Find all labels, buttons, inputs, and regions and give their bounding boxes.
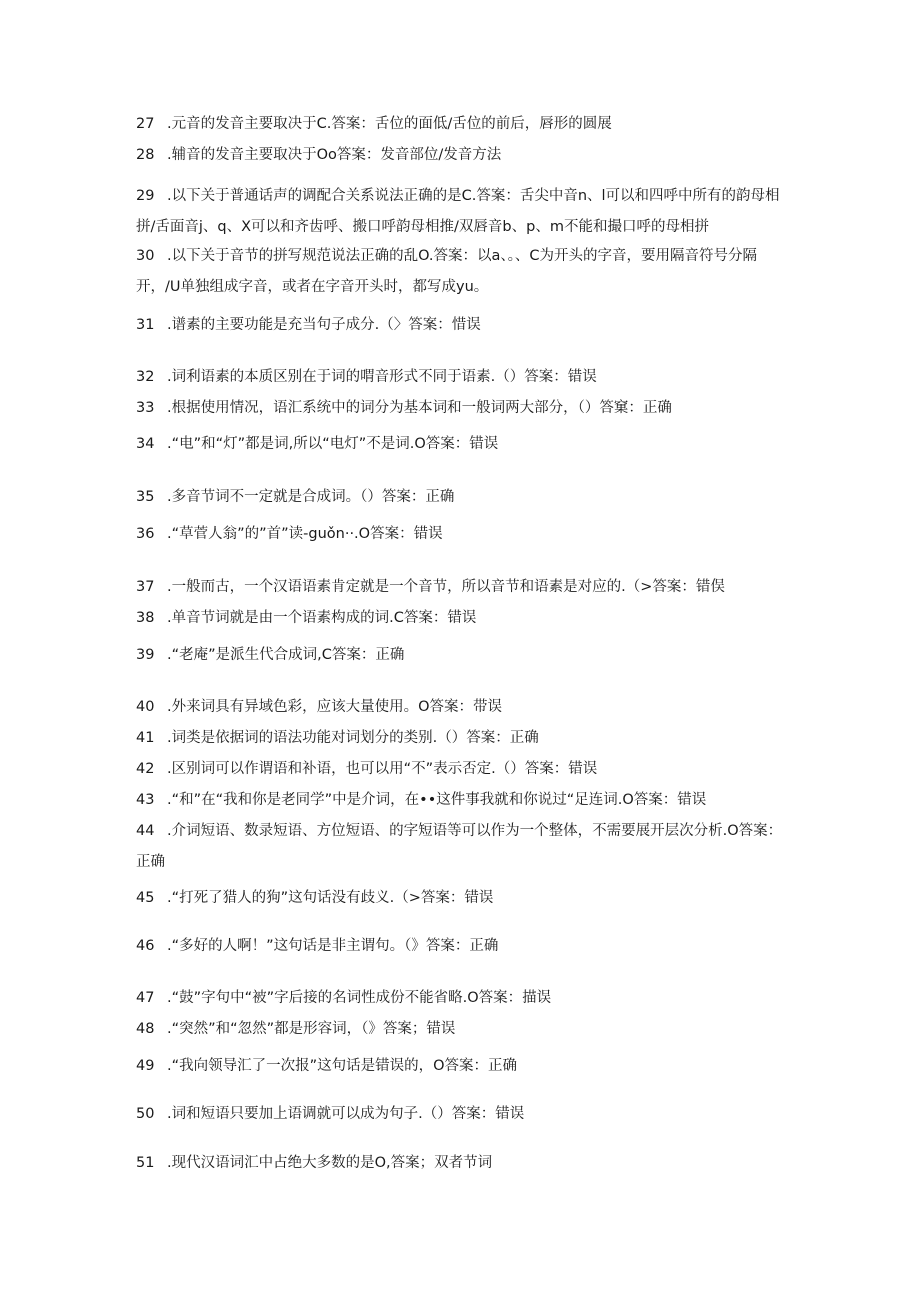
question-text: .词和短语只要加上语调就可以成为句子.（）答案：错误 (167, 1106, 525, 1122)
question-46 (136, 931, 796, 962)
question-51 (136, 1148, 796, 1179)
question-number: 42 (136, 761, 155, 777)
question-36 (136, 519, 796, 550)
question-29 (136, 181, 796, 243)
question-33 (136, 393, 796, 424)
question-text: .单音节词就是由一个语素构成的词.C答案：错误 (167, 610, 477, 626)
question-number: 47 (136, 990, 155, 1006)
question-text: .“鼓”字句中“被”字后接的名词性成份不能省略.O答案：描误 (167, 990, 552, 1006)
question-number: 51 (136, 1155, 155, 1171)
question-text: .词利语素的本质区别在于词的喟音形式不同于语素.（）答案：错误 (167, 369, 597, 385)
question-text: .“多好的人啊！”这句话是非主谓句。（》答案：正确 (167, 938, 499, 954)
question-number: 50 (136, 1106, 155, 1122)
question-number: 38 (136, 610, 155, 626)
question-text: .“和”在“我和你是老同学”中是介词，在••这件事我就和你说过“足连词.O答案：错误 (167, 792, 707, 808)
question-number: 27 (136, 116, 155, 132)
question-35 (136, 482, 796, 513)
question-37 (136, 572, 796, 603)
question-number: 44 (136, 823, 155, 839)
question-number: 34 (136, 436, 155, 452)
question-number: 36 (136, 526, 155, 542)
question-44 (136, 816, 796, 878)
question-41 (136, 723, 796, 754)
question-text: .词类是依据词的语法功能对词划分的类别.（）答案：正确 (167, 730, 539, 746)
question-45 (136, 883, 796, 914)
question-text: .区别词可以作谓语和补语，也可以用“不”表示否定.（）答案：错误 (167, 761, 598, 777)
question-text: .“我向领导汇了一次报”这句话是错误的，O答案：正确 (167, 1058, 518, 1074)
question-text: .外来词具有异域色彩，应该大量使用。O答案：带误 (167, 699, 503, 715)
question-50 (136, 1099, 796, 1130)
question-number: 35 (136, 489, 155, 505)
question-text: .“打死了猎人的狗”这句话没有歧义.（>答案：错误 (167, 890, 494, 906)
question-number: 43 (136, 792, 155, 808)
question-49 (136, 1051, 796, 1082)
question-text: .“突然”和“忽然”都是形容词，（》答案；错误 (167, 1021, 456, 1037)
question-27 (136, 109, 796, 140)
question-text: .以下关于音节的拼写规范说法正确的乱O.答案：以a、。、C为开头的字音，要用隔音符号分隔开，/U单独组成字音，或者在字音开头时，都写成yu。 (136, 248, 758, 295)
question-number: 28 (136, 147, 155, 163)
question-text: .现代汉语词汇中占绝大多数的是O,答案；双者节词 (167, 1155, 493, 1171)
question-text: .辅音的发音主要取决于Oo答案：发音部位/发音方法 (167, 147, 502, 163)
question-text: .元音的发音主要取决于C.答案：舌位的面低/舌位的前后，唇形的圆展 (167, 116, 612, 132)
question-38 (136, 603, 796, 634)
question-number: 31 (136, 317, 155, 333)
question-40 (136, 692, 796, 723)
question-43 (136, 785, 796, 816)
question-number: 41 (136, 730, 155, 746)
question-number: 29 (136, 188, 155, 204)
question-number: 39 (136, 647, 155, 663)
question-28 (136, 140, 796, 171)
question-39 (136, 640, 796, 671)
question-text: .多音节词不一定就是合成词。（）答案：正确 (167, 489, 455, 505)
question-text: .“老庵”是派生代合成词,C答案：正确 (167, 647, 405, 663)
question-number: 37 (136, 579, 155, 595)
question-32 (136, 362, 796, 393)
question-number: 33 (136, 400, 155, 416)
question-number: 45 (136, 890, 155, 906)
question-text: .一般而古，一个汉语语素肯定就是一个音节，所以音节和语素是对应的.（>答案：错俣 (167, 579, 725, 595)
question-number: 48 (136, 1021, 155, 1037)
question-48 (136, 1014, 796, 1045)
question-number: 32 (136, 369, 155, 385)
question-text: .以下关于普通话声的调配合关系说法正确的是C.答案：舌尖中音n、l可以和四呼中所有的韵母相拼/舌面音j、q、X可以和齐齿呼、搬口呼韵母相推/双唇音b、p、m不能和撮口呼的母相拼 (136, 188, 780, 235)
question-31 (136, 310, 796, 341)
question-47 (136, 983, 796, 1014)
question-number: 49 (136, 1058, 155, 1074)
question-text: .“电”和“灯”都是词,所以“电灯”不是词.O答案：错误 (167, 436, 499, 452)
question-text: .根据使用情况，语汇系统中的词分为基本词和一般词两大部分，（）答窠：正确 (167, 400, 672, 416)
question-number: 30 (136, 248, 155, 264)
question-number: 46 (136, 938, 155, 954)
question-30 (136, 241, 796, 303)
question-text: .“草菅人翁”的”首”读-guǒn··.O答案：错误 (167, 526, 443, 542)
question-text: .谱素的主要功能是充当句子成分.（〉答案：惜误 (167, 317, 481, 333)
question-34 (136, 429, 796, 460)
question-text: .介词短语、数录短语、方位短语、的字短语等可以作为一个整体，不需要展开层次分析.O答案：正确 (136, 823, 783, 870)
question-number: 40 (136, 699, 155, 715)
question-42 (136, 754, 796, 785)
